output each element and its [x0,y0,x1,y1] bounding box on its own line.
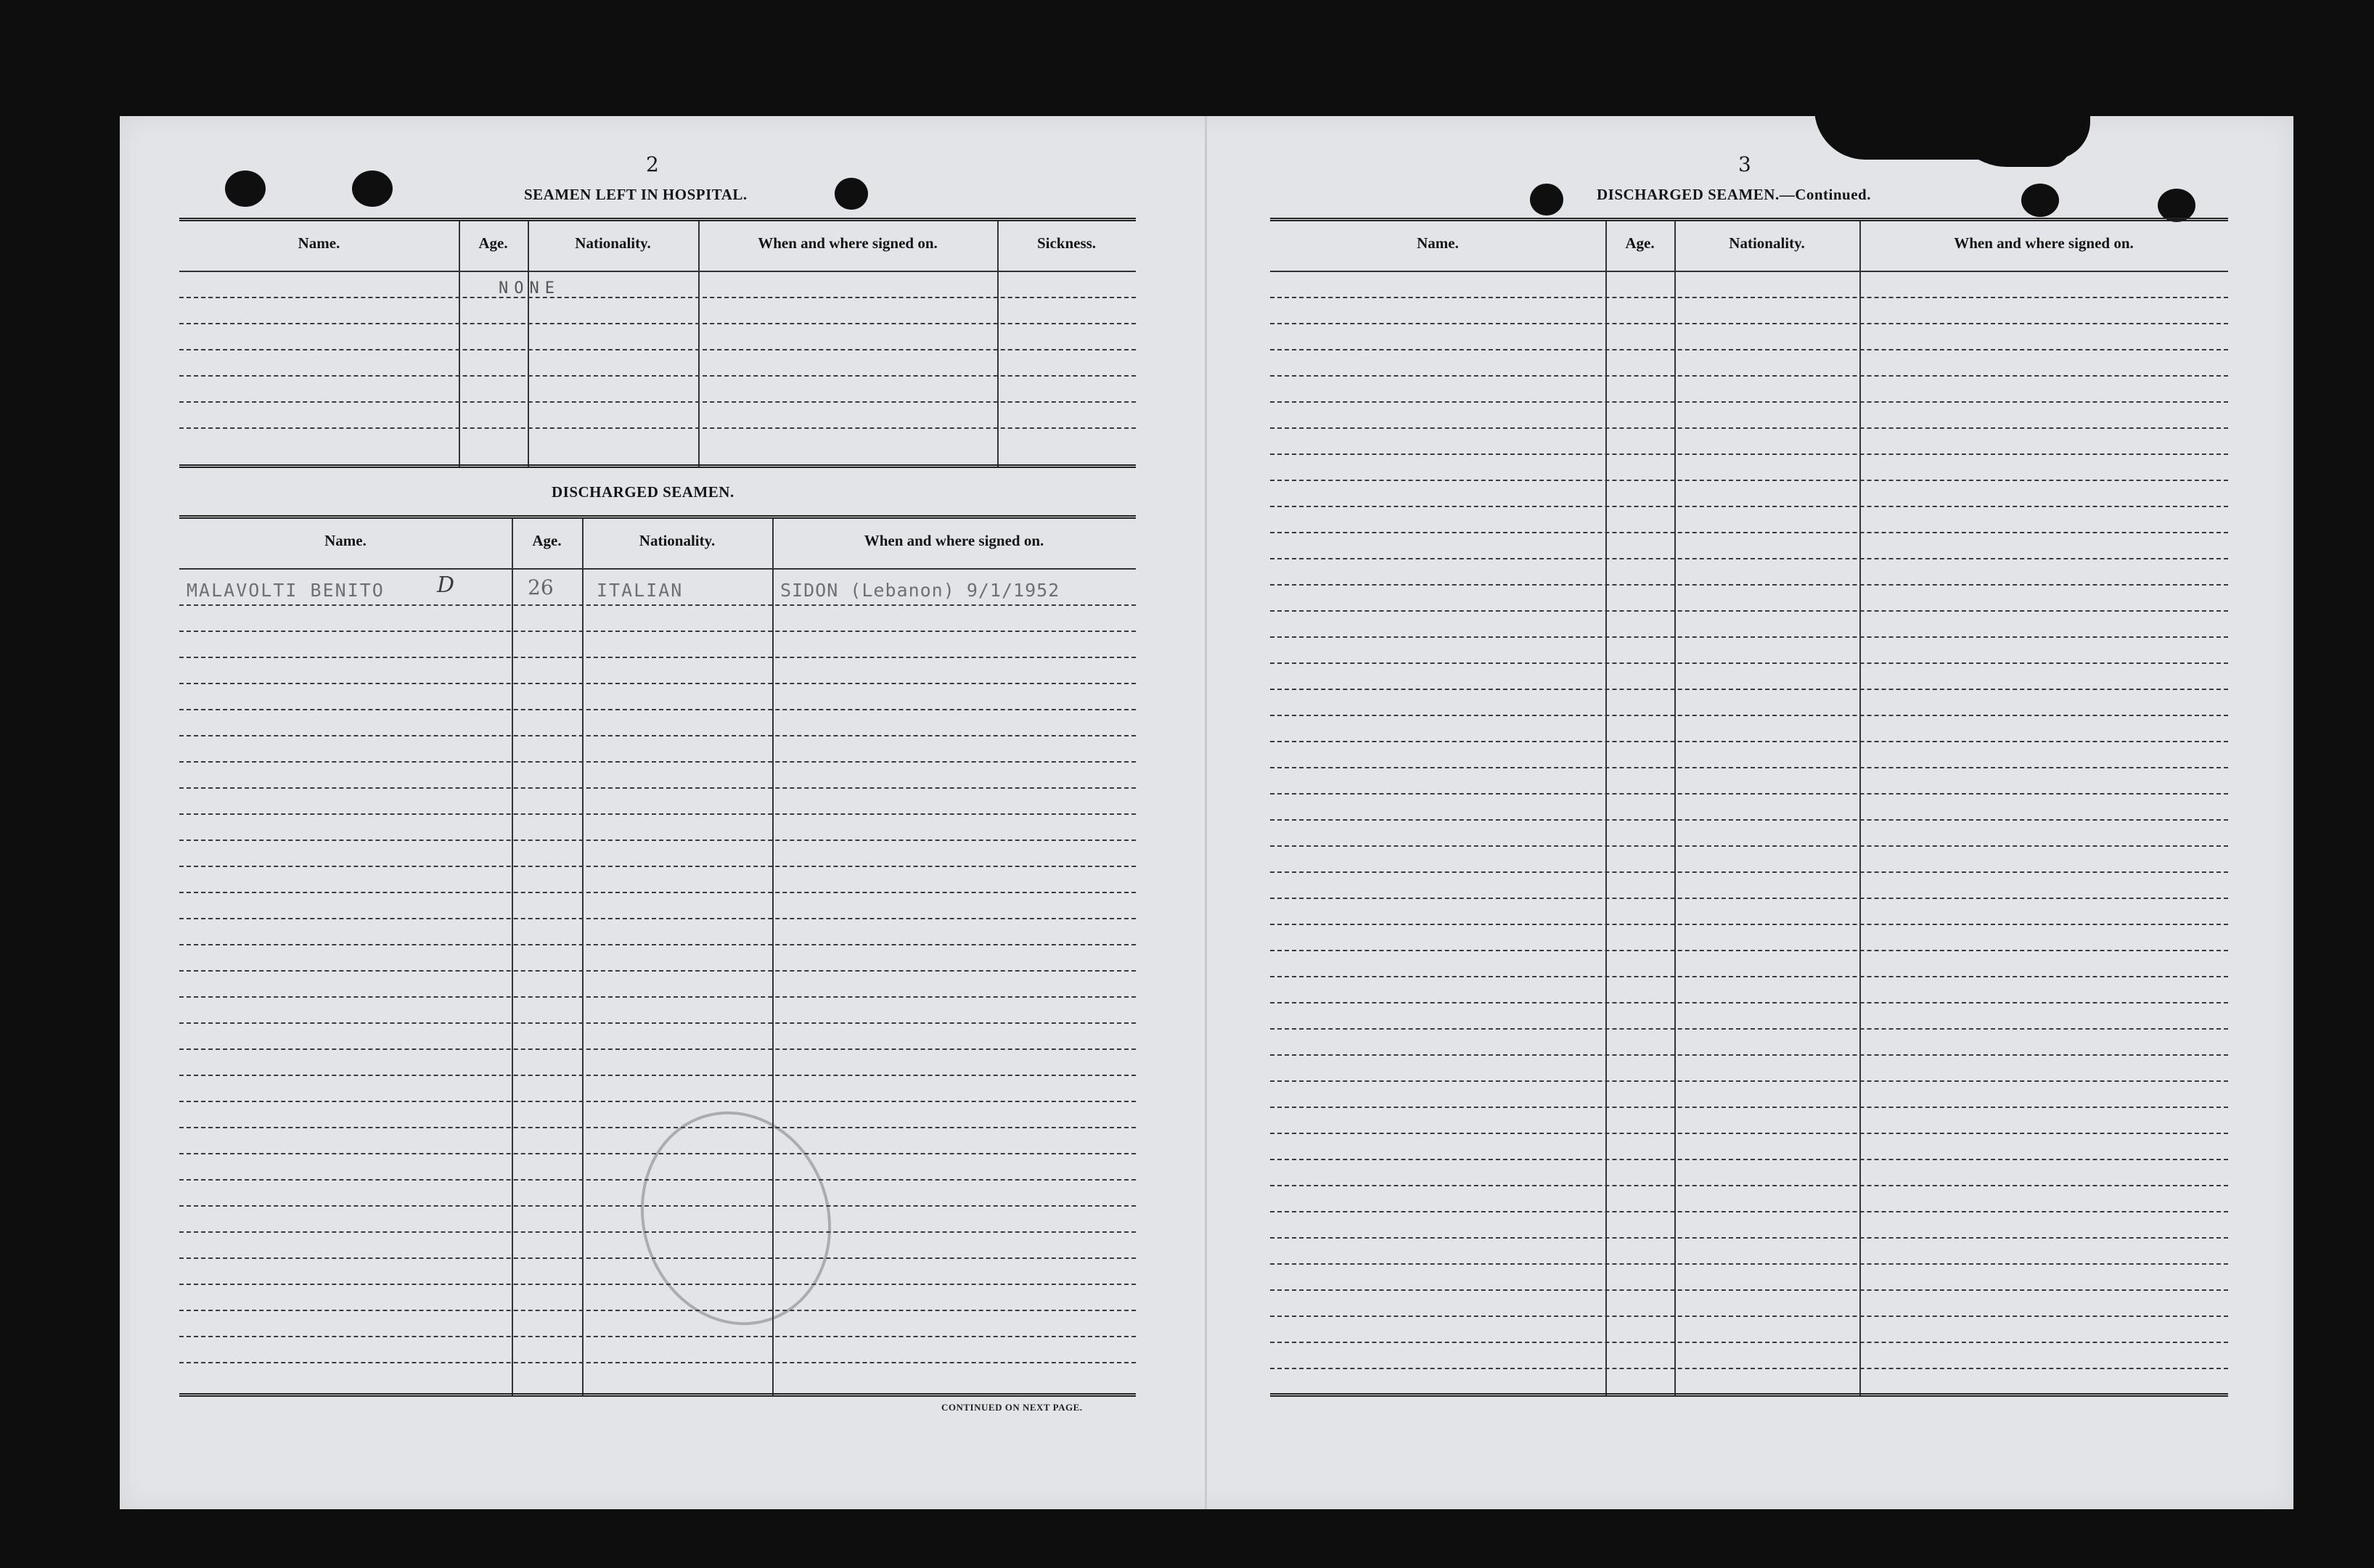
table-row [1270,924,2228,925]
punch-hole [835,178,868,210]
table-row [179,761,1136,763]
table-row [179,944,1136,945]
left-page-number: 2 [646,152,659,176]
punch-hole [225,171,266,207]
table-row [179,1127,1136,1128]
table-row [1270,819,2228,821]
table-row [1270,1185,2228,1186]
table-row [1270,1237,2228,1239]
table-row [179,866,1136,867]
discharged-section-title: DISCHARGED SEAMEN. [552,483,734,501]
table-row [1270,898,2228,899]
header-rule [179,568,1136,570]
col-header-age: Age. [532,532,562,549]
column-rule [1674,221,1676,1397]
table-row [179,918,1136,919]
table-row [179,401,1136,403]
table-row [179,683,1136,684]
table-row [1270,950,2228,951]
table-row [179,840,1136,841]
table-row [1270,1342,2228,1343]
table-row [1270,532,2228,533]
table-row [179,709,1136,710]
none-entry: NONE [499,279,560,297]
header-rule [179,271,1136,272]
table-row [1270,610,2228,612]
table-row [1270,871,2228,873]
column-rule [512,519,513,1397]
table-row [179,427,1136,429]
table-row [1270,1028,2228,1030]
table-row [179,1336,1136,1337]
seaman-nationality: ITALIAN [597,580,684,601]
table-row [1270,1054,2228,1056]
table-row [179,1022,1136,1024]
col-header-nationality: Nationality. [639,532,716,549]
table-row [1270,1315,2228,1317]
seaman-name: MALAVOLTI BENITO [187,580,385,601]
right-page-number: 3 [1738,152,1751,176]
discharged-table-right [1270,218,2228,1400]
table-row [179,787,1136,789]
table-row [179,970,1136,972]
table-row [179,813,1136,815]
table-row [1270,480,2228,481]
table-row [179,349,1136,350]
table-row [179,297,1136,298]
column-rule [997,221,999,468]
table-row [179,1101,1136,1102]
column-rule [698,221,700,468]
table-row [1270,793,2228,795]
table-row [1270,845,2228,847]
discharge-mark: D [437,572,455,598]
punch-hole [2021,184,2059,217]
table-row [1270,976,2228,977]
table-bottom-rule [1270,1393,2228,1397]
seaman-signed-on: SIDON (Lebanon) 9/1/1952 [780,580,1060,601]
table-row [1270,1159,2228,1160]
table-row [179,1310,1136,1311]
column-rule [582,519,584,1397]
col-header-signed-on: When and where signed on. [1954,234,2134,252]
table-row [179,1362,1136,1363]
col-header-nationality: Nationality. [575,234,651,252]
table-row [1270,349,2228,350]
table-row [1270,323,2228,324]
column-rule [528,221,529,468]
table-row [1270,1133,2228,1134]
table-row [179,323,1136,324]
hospital-section-title: SEAMEN LEFT IN HOSPITAL. [524,186,748,203]
table-row [1270,584,2228,586]
col-header-name: Name. [324,532,367,549]
table-row [1270,1107,2228,1108]
discharged-continued-title: DISCHARGED SEAMEN.—Continued. [1597,186,1871,203]
punch-hole [352,171,393,207]
col-header-age: Age. [478,234,508,252]
column-rule [1605,221,1607,1397]
table-row [1270,636,2228,638]
table-row [1270,767,2228,768]
manifest-sheet [120,116,2293,1509]
table-bottom-rule [179,464,1136,468]
table-row [1270,715,2228,716]
table-row [179,657,1136,658]
table-row [1270,662,2228,664]
table-row [1270,427,2228,429]
table-row [1270,297,2228,298]
table-row [1270,453,2228,455]
col-header-sickness: Sickness. [1036,234,1097,252]
column-rule [459,221,460,468]
hospital-table [179,218,1136,472]
header-rule [1270,271,2228,272]
table-row [1270,1080,2228,1082]
table-row [179,996,1136,998]
table-bottom-rule [179,1393,1136,1397]
table-row [1270,1211,2228,1212]
table-row [1270,741,2228,742]
table-row [179,604,1136,606]
table-row [179,631,1136,632]
table-row [179,375,1136,377]
seaman-age: 26 [528,575,554,599]
table-row [1270,1368,2228,1369]
table-row [1270,689,2228,690]
col-header-name: Name. [1417,234,1459,252]
table-row [1270,1002,2228,1003]
table-row [1270,1289,2228,1291]
col-header-signed-on: When and where signed on. [758,234,938,252]
page-fold [1205,116,1207,1509]
column-rule [1859,221,1861,1397]
col-header-nationality: Nationality. [1729,234,1805,252]
col-header-signed-on: When and where signed on. [864,532,1044,549]
table-row [1270,506,2228,507]
table-row [1270,1263,2228,1265]
table-row [179,1284,1136,1285]
table-row [1270,558,2228,559]
col-header-age: Age. [1625,234,1655,252]
table-row [1270,375,2228,377]
table-row [179,892,1136,893]
continued-note: CONTINUED ON NEXT PAGE. [941,1402,1083,1413]
table-row [179,735,1136,736]
col-header-name: Name. [298,234,340,252]
table-row [179,1048,1136,1050]
punch-hole [1530,184,1563,216]
table-row [1270,401,2228,403]
table-row [179,1075,1136,1076]
